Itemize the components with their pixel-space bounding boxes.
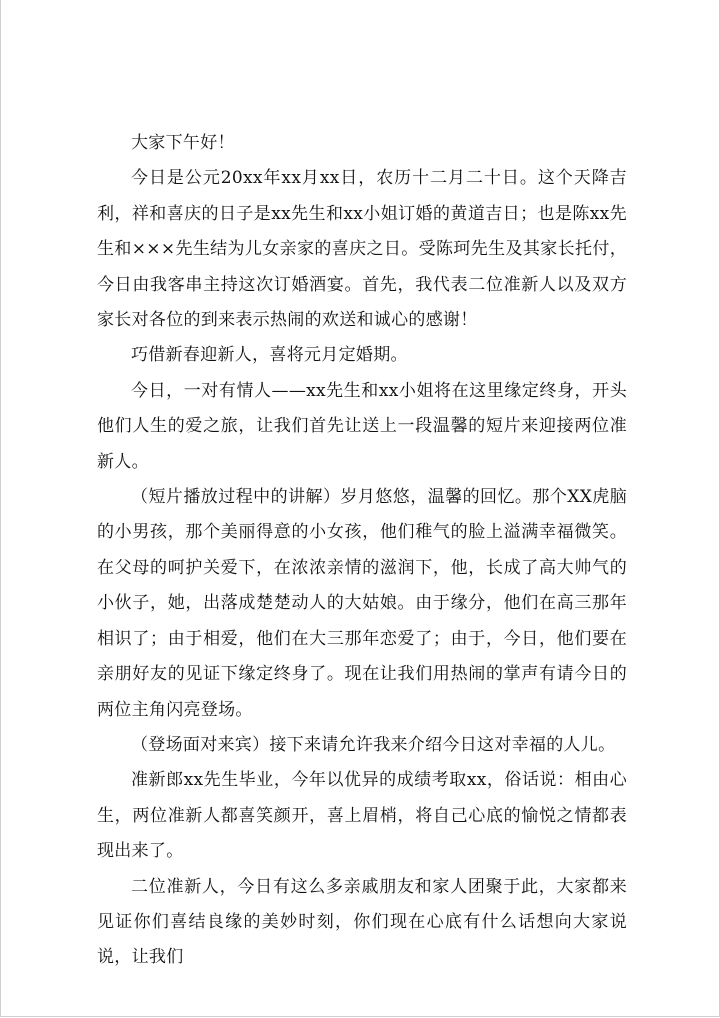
paragraph-opening: 今日是公元20xx年xx月xx日，农历十二月二十日。这个天降吉利，祥和喜庆的日子是xx先生和xx小姐订婚的黄道吉日；也是陈xx先生和×××先生结为儿女亲家的喜庆之日。受陈珂先生及其家长托付，今日由我客串主持这次订婚酒宴。首先，我代表二位准新人以及双方家长对各位的到来表示热闹的欢送和诚心的感谢！ xyxy=(97,168,627,331)
paragraph-groom-intro: 准新郎xx先生毕业，今年以优异的成绩考取xx，俗话说：相由心生，两位准新人都喜笑颜开，喜上眉梢，将自己心底的愉悦之情都表现出来了。 xyxy=(97,770,627,862)
paragraph-entrance: （登场面对来宾）接下来请允许我来介绍今日这对幸福的人儿。 xyxy=(131,734,616,755)
paragraph-couplet: 巧借新春迎新人，喜将元月定婚期。 xyxy=(131,345,408,366)
paragraph-greeting: 大家下午好！ xyxy=(131,133,235,153)
paragraph-invitation: 二位准新人，今日有这么多亲戚朋友和家人团聚于此，大家都来见证你们喜结良缘的美妙时刻，你们现在心底有什么话想向大家说说，让我们 xyxy=(97,876,627,968)
paragraph-introduction: 今日，一对有情人——xx先生和xx小姐将在这里缘定终身，开头他们人生的爱之旅，让我们首先让送上一段温馨的短片来迎接两位准新人。 xyxy=(97,380,627,472)
paragraph-video-narration: （短片播放过程中的讲解）岁月悠悠，温馨的回忆。那个XX虎脑的小男孩，那个美丽得意的小女孩，他们稚气的脸上溢满幸福微笑。在父母的呵护关爱下，在浓浓亲情的滋润下，他，长成了高大帅气的小伙子，她，出落成楚楚动人的大姑娘。由于缘分，他们在高三那年相识了；由于相爱，他们在大三那年恋爱了；由于，今日，他们要在亲朋好友的见证下缘定终身了。现在让我们用热闹的掌声有请今日的两位主角闪亮登场。 xyxy=(97,487,627,720)
document-body xyxy=(97,126,627,976)
